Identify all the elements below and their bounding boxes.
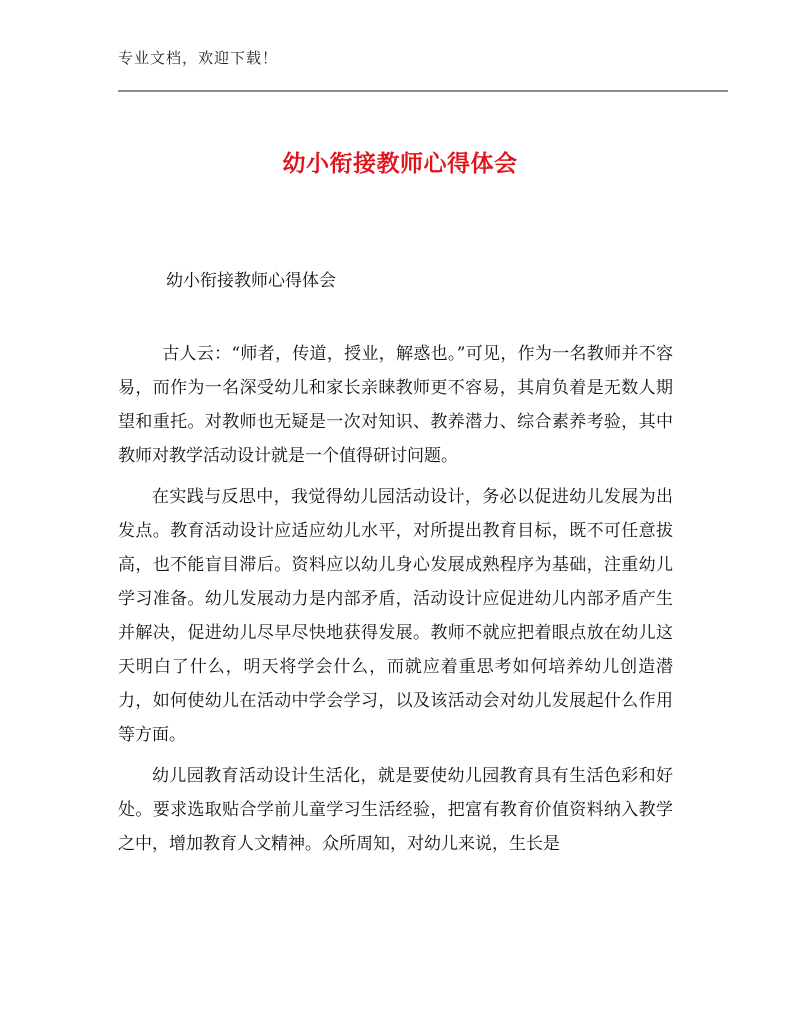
document-body — [118, 337, 673, 868]
document-subtitle: 幼小衔接教师心得体会 — [166, 271, 336, 291]
document-title: 幼小衔接教师心得体会 — [282, 151, 518, 177]
paragraph-1: 古人云：“师者，传道，授业，解惑也。”可见，作为一名教师并不容易，而作为一名深受幼儿和家长亲睐教师更不容易，其肩负着是无数人期望和重托。对教师也无疑是一次对知识、教养潜力、综合素养考验，其中教师对教学活动设计就是一个值得研讨问题。 — [118, 344, 673, 466]
paragraph-3: 幼儿园教育活动设计生活化，就是要使幼儿园教育具有生活色彩和好处。要求选取贴合学前儿童学习生活经验，把富有教育价值资料纳入教学之中，增加教育人文精神。众所周知，对幼儿来说，生长是 — [118, 766, 673, 854]
page-header-text: 专业文档，欢迎下载！ — [118, 49, 279, 67]
paragraph-2: 在实践与反思中，我觉得幼儿园活动设计，务必以促进幼儿发展为出发点。教育活动设计应适应幼儿水平，对所提出教育目标，既不可任意拔高，也不能盲目滞后。资料应以幼儿身心发展成熟程序为基础，注重幼儿学习准备。幼儿发展动力是内部矛盾，活动设计应促进幼儿内部矛盾产生并解决，促进幼儿尽早尽快地获得发展。教师不就应把着眼点放在幼儿这天明白了什么，明天将学会什么，而就应着重思考如何培养幼儿创造潜力，如何使幼儿在活动中学会学习，以及该活动会对幼儿发展起什么作用等方面。 — [118, 487, 673, 745]
header-divider — [118, 90, 728, 92]
